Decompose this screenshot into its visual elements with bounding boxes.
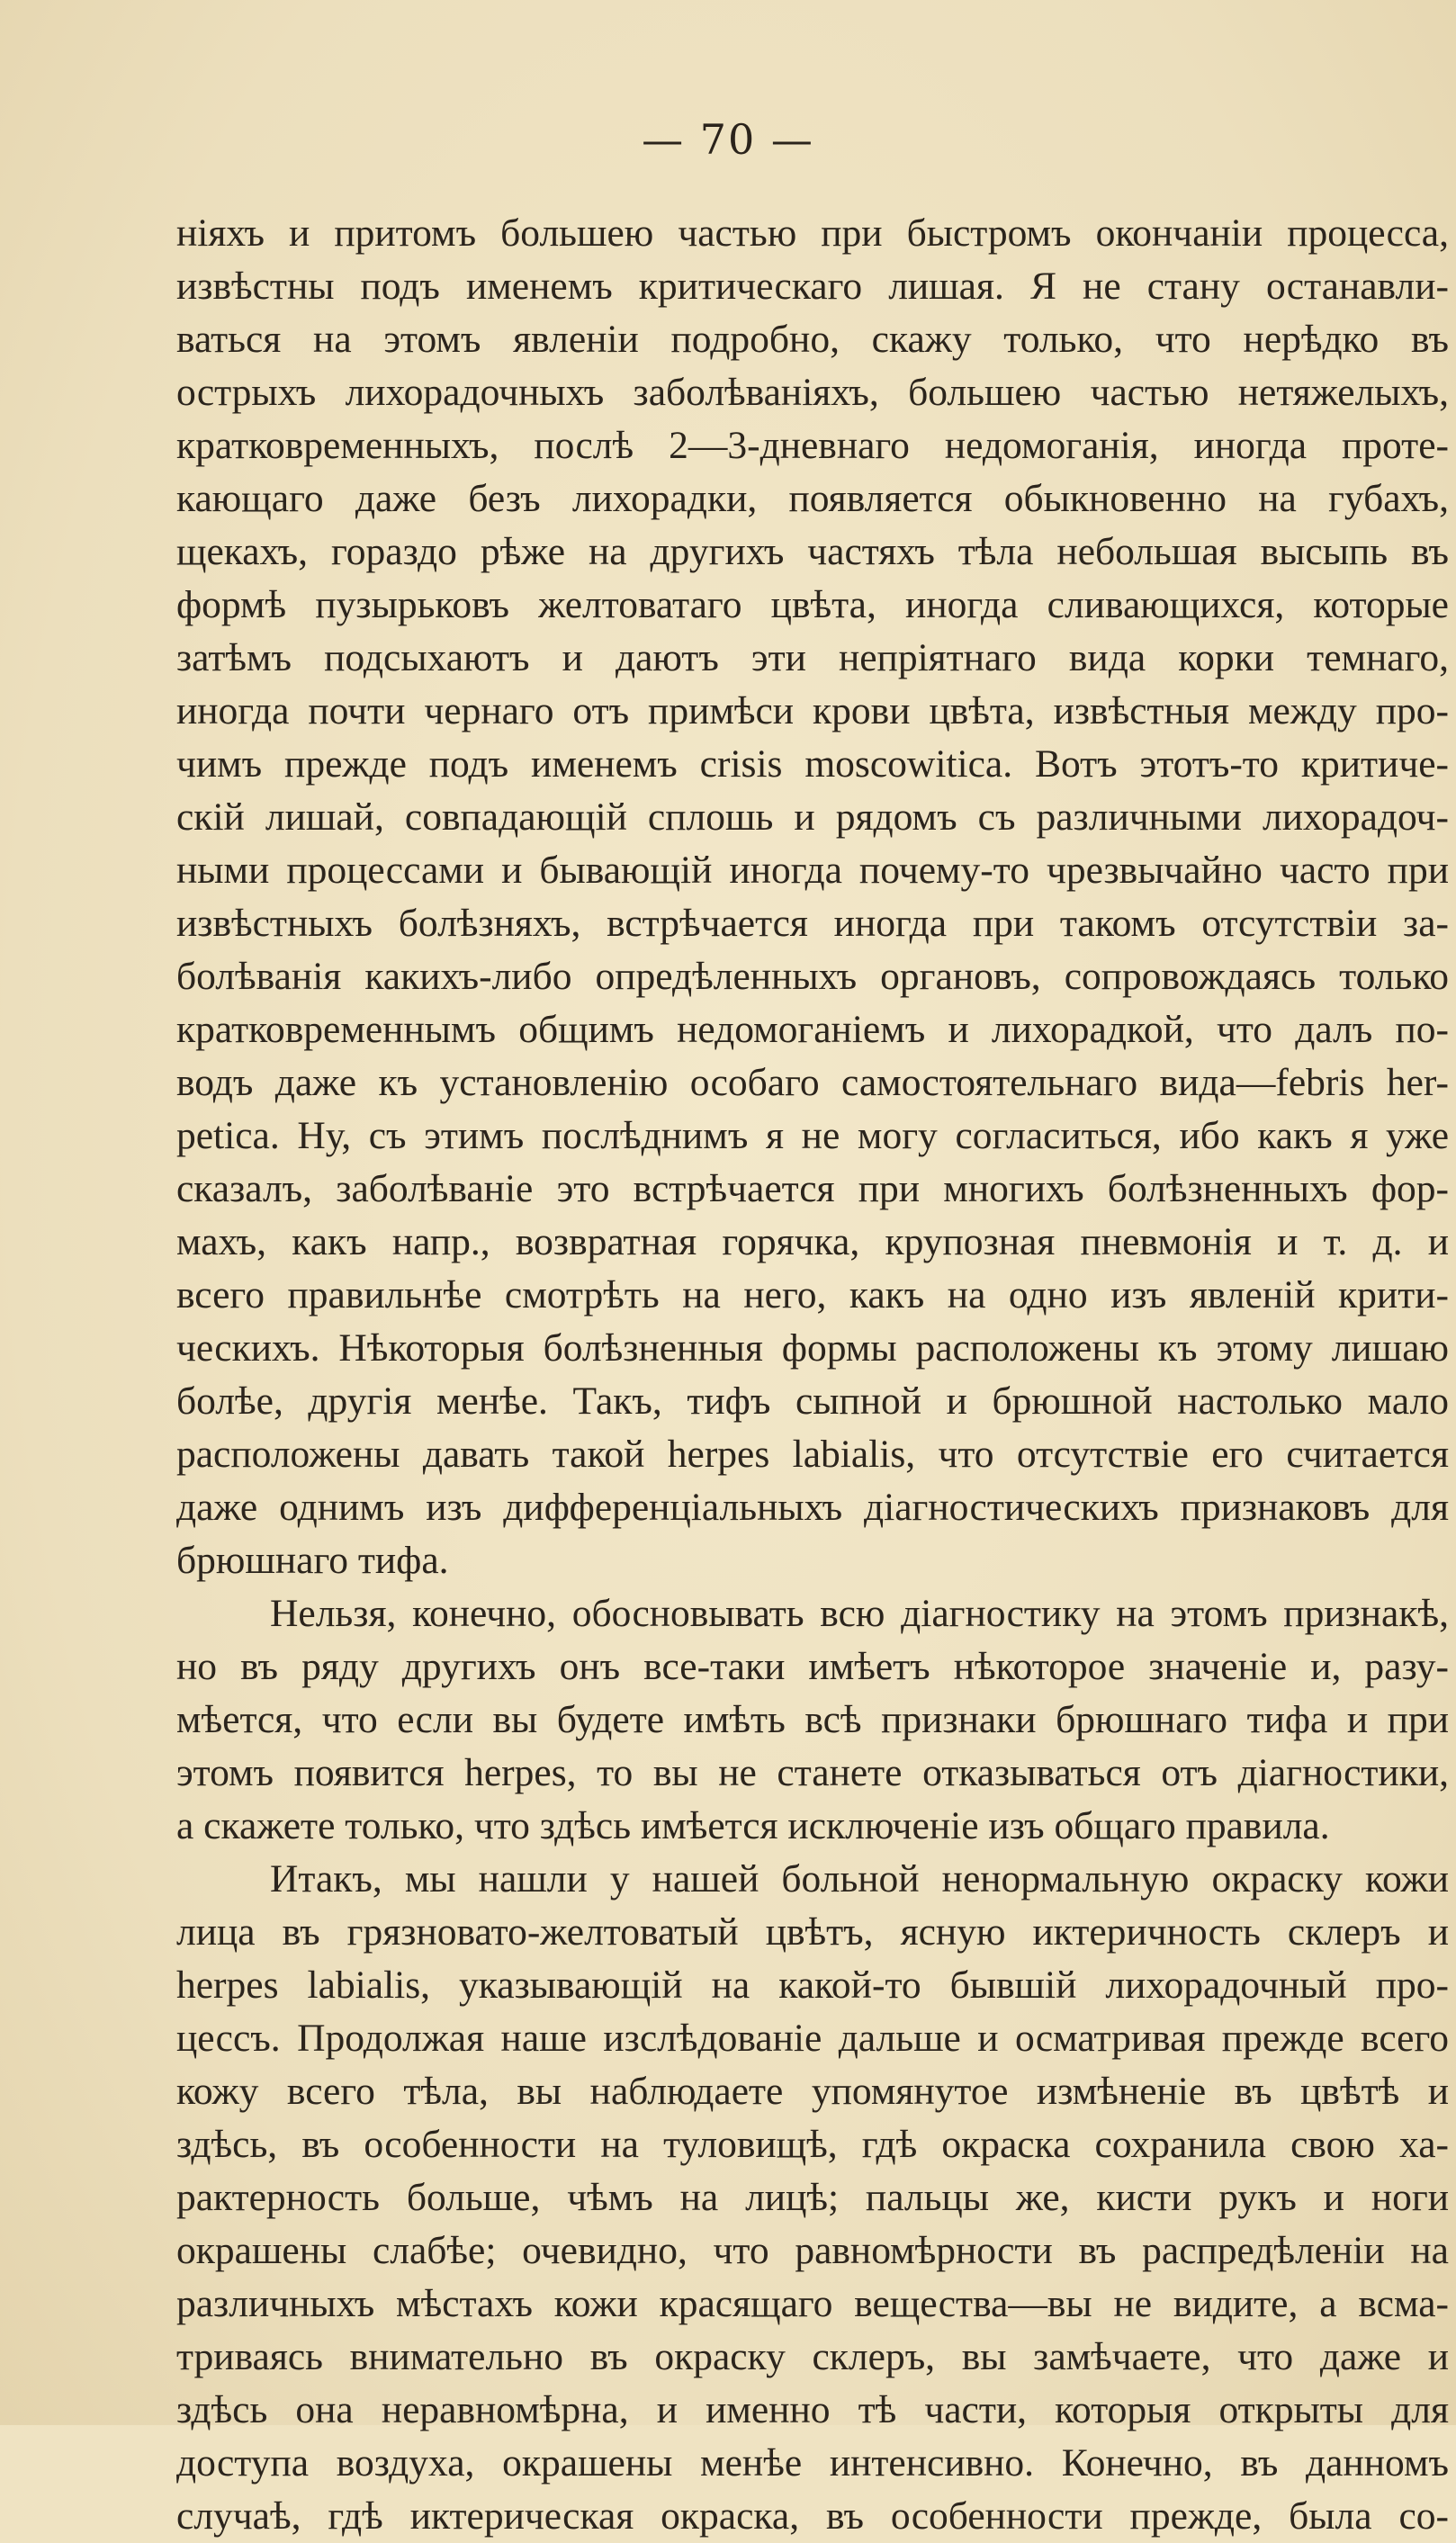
text-line: но въ ряду другихъ онъ все-таки имѣетъ нѣкоторое значенiе и, разу- (176, 1645, 1449, 1688)
text-line: чимъ прежде подъ именемъ crisis moscowitica. Вотъ этотъ-то критиче- (176, 742, 1449, 786)
paragraph (176, 207, 1449, 1587)
page-number: — 70 — (642, 115, 814, 164)
text-line: скiй лишай, совпадающiй сплошь и рядомъ съ различными лихорадоч- (176, 795, 1449, 839)
text-line: острыхъ лихорадочныхъ заболѣванiяхъ, большею частью нетяжелыхъ, (176, 371, 1449, 414)
text-line: затѣмъ подсыхаютъ и даютъ эти непрiятнаго вида корки темнаго, (176, 636, 1449, 679)
text-line: кающаго даже безъ лихорадки, появляется обыкновенно на губахъ, (176, 477, 1449, 520)
text-line: различныхъ мѣстахъ кожи красящаго вещества—вы не видите, а всма- (176, 2282, 1449, 2325)
text-line: случаѣ, гдѣ иктерическая окраска, въ особенности прежде, была со- (176, 2494, 1449, 2538)
text-line: кратковременнымъ общимъ недомоганiемъ и лихорадкой, что далъ по- (176, 1008, 1449, 1051)
text-line: лица въ грязновато-желтоватый цвѣтъ, ясную иктеричность склеръ и (176, 1910, 1449, 1954)
text-line: болѣе, другiя менѣе. Такъ, тифъ сыпной и брюшной настолько мало (176, 1379, 1449, 1423)
text-line: формѣ пузырьковъ желтоватаго цвѣта, иногда сливающихся, которые (176, 583, 1449, 626)
text-line: Нельзя, конечно, обосновывать всю дiагностику на этомъ признакѣ, (270, 1592, 1449, 1635)
text-line: доступа воздуха, окрашены менѣе интенсивно. Конечно, въ данномъ (176, 2441, 1449, 2485)
text-line: здѣсь она неравномѣрна, и именно тѣ части, которыя открыты для (176, 2388, 1449, 2431)
text-line: триваясь внимательно въ окраску склеръ, вы замѣчаете, что даже и (176, 2335, 1449, 2378)
text-line: окрашены слабѣе; очевидно, что равномѣрности въ распредѣленiи на (176, 2229, 1449, 2272)
text-line: мѣется, что если вы будете имѣть всѣ признаки брюшнаго тифа и при (176, 1698, 1449, 1741)
body-text (176, 207, 1449, 2543)
text-line: нiяхъ и притомъ большею частью при быстромъ окончанiи процесса, (176, 211, 1449, 255)
text-line: ваться на этомъ явленiи подробно, скажу только, что нерѣдко въ (176, 318, 1449, 361)
text-line: извѣстны подъ именемъ критическаго лишая. Я не стану останавли- (176, 265, 1449, 308)
text-line: махъ, какъ напр., возвратная горячка, крупозная пневмонiя и т. д. и (176, 1220, 1449, 1263)
text-line: водъ даже къ установленiю особаго самостоятельнаго вида—febris her- (176, 1061, 1449, 1104)
text-line: petica. Ну, съ этимъ послѣднимъ я не могу согласиться, ибо какъ я уже (176, 1114, 1449, 1157)
text-line: даже однимъ изъ дифференцiальныхъ дiагностическихъ признаковъ для (176, 1486, 1449, 1529)
text-line: иногда почти чернаго отъ примѣси крови цвѣта, извѣстныя между про- (176, 689, 1449, 732)
text-line: брюшнаго тифа. (176, 1539, 449, 1582)
text-line: рактерность больше, чѣмъ на лицѣ; пальцы же, кисти рукъ и ноги (176, 2176, 1449, 2219)
text-line: ными процессами и бывающiй иногда почему-то чрезвычайно часто при (176, 849, 1449, 892)
text-line: цессъ. Продолжая наше изслѣдованiе дальше и осматривая прежде всего (176, 2017, 1449, 2060)
text-line: а скажете только, что здѣсь имѣется исключенiе изъ общаго правила. (176, 1804, 1330, 1847)
text-line: herpes labialis, указывающiй на какой-то бывшiй лихорадочный про- (176, 1963, 1449, 2007)
text-line: кожу всего тѣла, вы наблюдаете упомянутое измѣненiе въ цвѣтѣ и (176, 2070, 1449, 2113)
text-line: сказалъ, заболѣванiе это встрѣчается при многихъ болѣзненныхъ фор- (176, 1167, 1449, 1210)
text-line: ческихъ. Нѣкоторыя болѣзненныя формы расположены къ этому лишаю (176, 1326, 1449, 1370)
text-line: здѣсь, въ особенности на туловищѣ, гдѣ окраска сохранила свою ха- (176, 2123, 1449, 2166)
text-line: кратковременныхъ, послѣ 2—3-дневнаго недомоганiя, иногда проте- (176, 424, 1449, 467)
text-line: болѣванiя какихъ-либо опредѣленныхъ органовъ, сопровождаясь только (176, 955, 1449, 998)
text-line: этомъ появится herpes, то вы не станете отказываться отъ дiагностики, (176, 1751, 1449, 1794)
text-line: Итакъ, мы нашли у нашей больной ненормальную окраску кожи (270, 1857, 1449, 1901)
text-line: щекахъ, гораздо рѣже на другихъ частяхъ тѣла небольшая высыпь въ (176, 530, 1449, 573)
text-line: извѣстныхъ болѣзняхъ, встрѣчается иногда при такомъ отсутствiи за- (176, 902, 1449, 945)
text-line: всего правильнѣе смотрѣть на него, какъ на одно изъ явленiй крити- (176, 1273, 1449, 1316)
paragraph (176, 1853, 1449, 2543)
paragraph (176, 1587, 1449, 1853)
text-line: расположены давать такой herpes labialis, что отсутствiе его считается (176, 1433, 1449, 1476)
